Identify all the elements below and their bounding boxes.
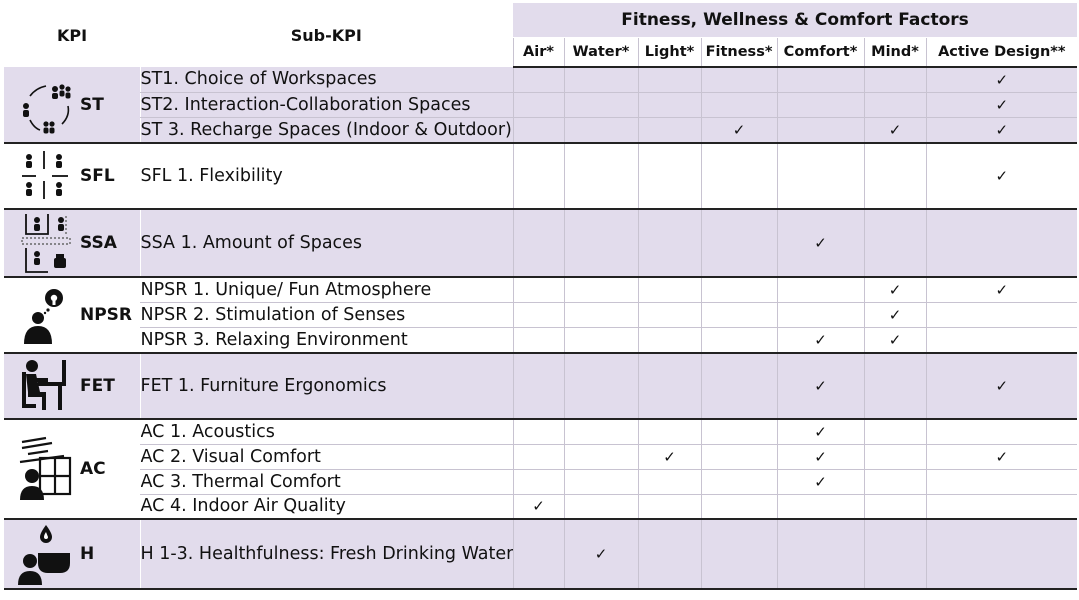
check-cell-mind — [864, 519, 926, 589]
check-cell-mind — [864, 209, 926, 277]
check-mark-icon: ✓ — [995, 280, 1009, 299]
kpi-group-h — [4, 519, 1077, 589]
table-row — [4, 327, 1077, 353]
check-cell-fitness — [701, 92, 777, 117]
check-cell-fitness — [701, 117, 777, 143]
check-cell-mind — [864, 143, 926, 209]
table-row — [4, 67, 1077, 92]
check-cell-comfort — [777, 327, 864, 353]
check-mark-icon: ✓ — [594, 545, 608, 563]
check-mark-icon: ✓ — [995, 70, 1009, 89]
check-cell-active-design — [926, 302, 1077, 327]
sub-kpi-label: NPSR 2. Stimulation of Senses — [140, 302, 513, 327]
kpi-code: NPSR — [80, 305, 133, 325]
check-cell-air — [513, 419, 564, 444]
check-cell-air — [513, 469, 564, 494]
check-mark-icon: ✓ — [995, 120, 1009, 139]
check-cell-light — [638, 143, 701, 209]
check-cell-fitness — [701, 67, 777, 92]
check-cell-active-design — [926, 117, 1077, 143]
kpi-group-npsr — [4, 277, 1077, 353]
kpi-code: SSA — [80, 233, 117, 253]
check-cell-light — [638, 353, 701, 419]
factors-group-header: Fitness, Wellness & Comfort Factors — [513, 3, 1077, 38]
table-row — [4, 302, 1077, 327]
check-mark-icon: ✓ — [814, 234, 827, 252]
check-mark-icon: ✓ — [663, 447, 676, 466]
kpi-cell-ac — [4, 419, 140, 519]
check-cell-active-design — [926, 353, 1077, 419]
check-cell-air — [513, 117, 564, 143]
check-mark-icon: ✓ — [814, 377, 827, 395]
check-cell-water — [564, 469, 638, 494]
check-cell-light — [638, 92, 701, 117]
kpi-cell-npsr — [4, 277, 140, 353]
check-mark-icon: ✓ — [888, 330, 902, 349]
kpi-group-fet — [4, 353, 1077, 419]
check-cell-fitness — [701, 277, 777, 302]
check-cell-light — [638, 209, 701, 277]
kpi-code: FET — [80, 376, 115, 396]
factor-header-active-design: Active Design** — [926, 38, 1077, 68]
kpi-group-sfl — [4, 143, 1077, 209]
sub-kpi-label: H 1-3. Healthfulness: Fresh Drinking Water — [140, 519, 513, 589]
kpi-header: KPI — [4, 3, 140, 67]
table-row — [4, 494, 1077, 519]
kpi-code: AC — [80, 459, 106, 479]
check-cell-light — [638, 67, 701, 92]
check-cell-water — [564, 519, 638, 589]
kpi-code: ST — [80, 94, 104, 115]
check-cell-comfort — [777, 302, 864, 327]
check-cell-water — [564, 67, 638, 92]
check-cell-water — [564, 117, 638, 143]
check-cell-light — [638, 419, 701, 444]
check-cell-active-design — [926, 277, 1077, 302]
table-row — [4, 143, 1077, 209]
check-cell-comfort — [777, 92, 864, 117]
check-cell-active-design — [926, 67, 1077, 92]
check-cell-active-design — [926, 469, 1077, 494]
check-cell-air — [513, 302, 564, 327]
factor-header-light: Light* — [638, 38, 701, 68]
check-cell-air — [513, 494, 564, 519]
check-cell-air — [513, 277, 564, 302]
kpi-group-st — [4, 67, 1077, 143]
check-cell-water — [564, 277, 638, 302]
check-cell-light — [638, 327, 701, 353]
check-mark-icon: ✓ — [995, 377, 1009, 395]
check-cell-comfort — [777, 67, 864, 92]
check-cell-comfort — [777, 143, 864, 209]
factor-header-water: Water* — [564, 38, 638, 68]
check-cell-active-design — [926, 519, 1077, 589]
check-cell-mind — [864, 277, 926, 302]
person-window-icon — [4, 436, 76, 502]
check-cell-water — [564, 143, 638, 209]
check-cell-active-design — [926, 327, 1077, 353]
check-cell-comfort — [777, 519, 864, 589]
check-cell-mind — [864, 353, 926, 419]
table-row — [4, 353, 1077, 419]
space-amount-icon — [4, 212, 76, 274]
check-cell-mind — [864, 494, 926, 519]
check-mark-icon: ✓ — [814, 330, 827, 349]
sub-kpi-label: AC 4. Indoor Air Quality — [140, 494, 513, 519]
check-cell-mind — [864, 469, 926, 494]
table-row — [4, 469, 1077, 494]
sub-kpi-label: NPSR 3. Relaxing Environment — [140, 327, 513, 353]
check-cell-active-design — [926, 209, 1077, 277]
check-cell-mind — [864, 117, 926, 143]
check-mark-icon: ✓ — [995, 447, 1009, 466]
sub-kpi-label: ST 3. Recharge Spaces (Indoor & Outdoor) — [140, 117, 513, 143]
factor-header-air: Air* — [513, 38, 564, 68]
table-row — [4, 117, 1077, 143]
kpi-cell-st — [4, 67, 140, 143]
check-cell-active-design — [926, 494, 1077, 519]
kpi-group-ssa — [4, 209, 1077, 277]
sub-kpi-label: AC 1. Acoustics — [140, 419, 513, 444]
check-cell-active-design — [926, 92, 1077, 117]
check-cell-comfort — [777, 277, 864, 302]
kpi-cell-sfl — [4, 143, 140, 209]
flexible-layout-icon — [4, 149, 76, 203]
sub-kpi-label: NPSR 1. Unique/ Fun Atmosphere — [140, 277, 513, 302]
sub-kpi-label: ST2. Interaction-Collaboration Spaces — [140, 92, 513, 117]
check-cell-light — [638, 302, 701, 327]
check-cell-mind — [864, 327, 926, 353]
person-thought-icon — [4, 284, 76, 346]
table-row — [4, 444, 1077, 469]
check-cell-air — [513, 353, 564, 419]
kpi-code: H — [80, 544, 95, 564]
check-cell-comfort — [777, 353, 864, 419]
kpi-code: SFL — [80, 166, 115, 186]
sub-kpi-label: SSA 1. Amount of Spaces — [140, 209, 513, 277]
check-cell-light — [638, 117, 701, 143]
factor-header-fitness: Fitness* — [701, 38, 777, 68]
check-cell-fitness — [701, 494, 777, 519]
check-mark-icon: ✓ — [888, 280, 902, 299]
check-cell-light — [638, 469, 701, 494]
check-cell-fitness — [701, 353, 777, 419]
check-cell-mind — [864, 67, 926, 92]
kpi-group-ac — [4, 419, 1077, 519]
check-cell-fitness — [701, 302, 777, 327]
table-row — [4, 209, 1077, 277]
sub-kpi-header: Sub-KPI — [140, 3, 513, 67]
check-cell-fitness — [701, 209, 777, 277]
check-cell-water — [564, 444, 638, 469]
check-cell-fitness — [701, 519, 777, 589]
check-cell-water — [564, 302, 638, 327]
check-cell-water — [564, 209, 638, 277]
sub-kpi-label: AC 3. Thermal Comfort — [140, 469, 513, 494]
check-cell-light — [638, 519, 701, 589]
kpi-cell-fet — [4, 353, 140, 419]
check-cell-air — [513, 67, 564, 92]
check-cell-mind — [864, 419, 926, 444]
person-water-icon — [4, 523, 76, 585]
check-mark-icon: ✓ — [995, 95, 1009, 114]
kpi-table — [4, 3, 1077, 590]
check-cell-mind — [864, 92, 926, 117]
check-mark-icon: ✓ — [814, 422, 827, 441]
sub-kpi-label: SFL 1. Flexibility — [140, 143, 513, 209]
check-mark-icon: ✓ — [995, 167, 1009, 185]
check-mark-icon: ✓ — [814, 472, 827, 491]
check-cell-mind — [864, 302, 926, 327]
check-mark-icon: ✓ — [888, 120, 902, 139]
check-cell-light — [638, 277, 701, 302]
check-cell-water — [564, 327, 638, 353]
check-cell-air — [513, 327, 564, 353]
check-cell-mind — [864, 444, 926, 469]
check-cell-air — [513, 143, 564, 209]
check-cell-fitness — [701, 327, 777, 353]
kpi-cell-h — [4, 519, 140, 589]
check-cell-comfort — [777, 494, 864, 519]
check-cell-water — [564, 494, 638, 519]
sub-kpi-label: FET 1. Furniture Ergonomics — [140, 353, 513, 419]
check-cell-air — [513, 444, 564, 469]
check-cell-comfort — [777, 444, 864, 469]
check-mark-icon: ✓ — [532, 497, 545, 516]
check-cell-comfort — [777, 469, 864, 494]
check-cell-fitness — [701, 419, 777, 444]
check-cell-active-design — [926, 143, 1077, 209]
sub-kpi-label: ST1. Choice of Workspaces — [140, 67, 513, 92]
check-cell-comfort — [777, 209, 864, 277]
kpi-cell-ssa — [4, 209, 140, 277]
check-cell-light — [638, 444, 701, 469]
table-row — [4, 92, 1077, 117]
check-cell-air — [513, 92, 564, 117]
check-cell-water — [564, 92, 638, 117]
table-row — [4, 419, 1077, 444]
check-cell-light — [638, 494, 701, 519]
check-cell-water — [564, 419, 638, 444]
person-desk-icon — [4, 356, 76, 416]
check-cell-active-design — [926, 444, 1077, 469]
check-cell-fitness — [701, 469, 777, 494]
sub-kpi-label: AC 2. Visual Comfort — [140, 444, 513, 469]
check-cell-fitness — [701, 143, 777, 209]
table-row — [4, 277, 1077, 302]
people-circle-icon — [4, 74, 76, 136]
factor-header-mind: Mind* — [864, 38, 926, 68]
check-mark-icon: ✓ — [814, 447, 827, 466]
check-cell-comfort — [777, 117, 864, 143]
check-cell-air — [513, 519, 564, 589]
check-cell-air — [513, 209, 564, 277]
check-cell-comfort — [777, 419, 864, 444]
check-cell-fitness — [701, 444, 777, 469]
table-row — [4, 519, 1077, 589]
check-cell-active-design — [926, 419, 1077, 444]
check-mark-icon: ✓ — [888, 305, 902, 324]
factor-header-comfort: Comfort* — [777, 38, 864, 68]
check-mark-icon: ✓ — [732, 120, 746, 139]
check-cell-water — [564, 353, 638, 419]
